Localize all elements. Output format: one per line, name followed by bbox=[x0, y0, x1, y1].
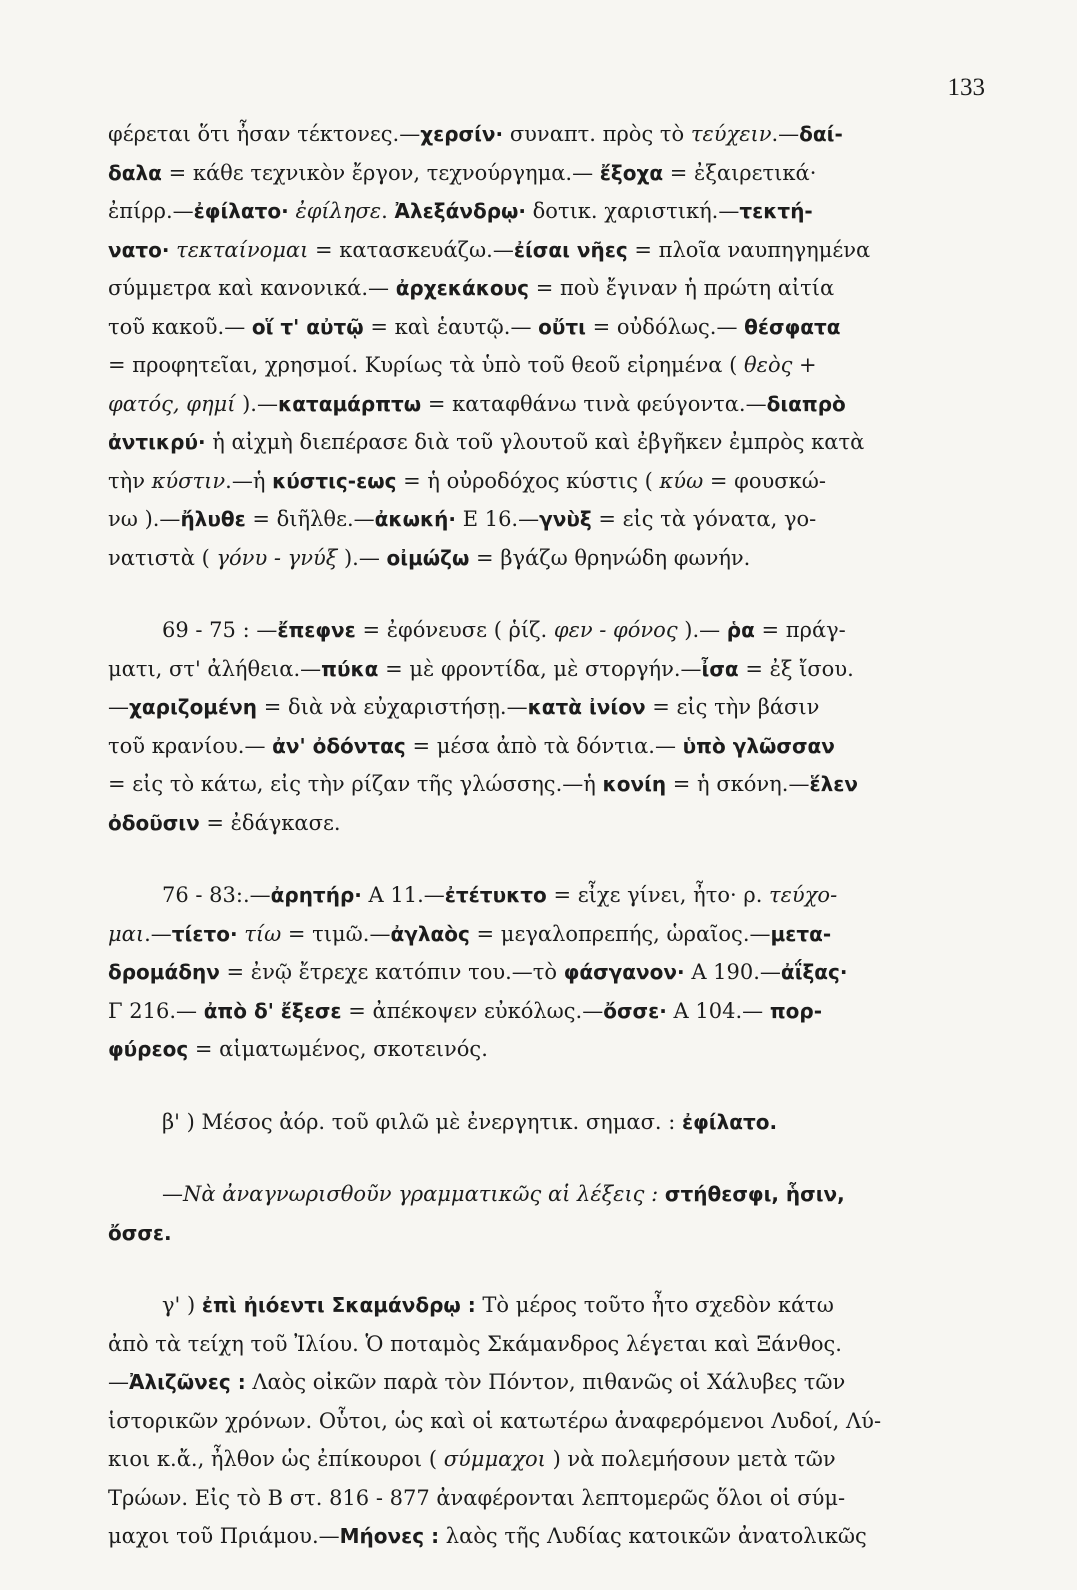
text-run: = προφητεῖαι, χρησμοί. Κυρίως τὰ ὑπὸ τοῦ θεοῦ εἰρημένα ( bbox=[108, 353, 745, 377]
headword: ἀν' ὀδόντας bbox=[272, 733, 406, 758]
headword: ἔπεφνε bbox=[277, 618, 356, 642]
headword: κατὰ ἰνίον bbox=[527, 695, 646, 719]
headword: χερσίν· bbox=[420, 122, 504, 146]
italic-text: τίω bbox=[244, 921, 282, 946]
text-line bbox=[108, 1517, 972, 1556]
text-run: Α 104.— bbox=[666, 998, 770, 1023]
text-line bbox=[108, 611, 972, 650]
headword: ἀντικρύ· bbox=[108, 430, 206, 454]
headword: κονίη bbox=[602, 772, 667, 796]
headword: διαπρὸ bbox=[766, 391, 846, 416]
paragraph bbox=[108, 1286, 972, 1556]
italic-text: θεὸς + bbox=[744, 353, 817, 377]
text-run: = μεγαλοπρεπής, ὡραῖος.— bbox=[469, 921, 771, 946]
text-run: φέρεται ὅτι ἦσαν τέκτονες.— bbox=[108, 122, 421, 146]
text-run: = κατασκευάζω.— bbox=[308, 237, 514, 262]
text-run: = εἰς τὰ γόνατα, γο- bbox=[591, 507, 817, 531]
text-run: . bbox=[381, 199, 395, 223]
text-run: = τιμῶ.— bbox=[281, 921, 391, 946]
headword: θέσφατα bbox=[744, 314, 841, 339]
headword: ἀγλαὸς bbox=[390, 921, 470, 946]
headword: πορ- bbox=[769, 998, 822, 1023]
text-run bbox=[658, 1182, 665, 1206]
headword: πύκα bbox=[321, 656, 379, 681]
text-run: = πλοῖα ναυπηγημένα bbox=[627, 237, 871, 262]
text-line bbox=[108, 1103, 972, 1142]
text-run: δοτικ. χαριστική.— bbox=[525, 199, 740, 223]
headword: Μήονες : bbox=[339, 1524, 440, 1548]
text-run: Τὸ μέρος τοῦτο ἦτο σχεδὸν κάτω bbox=[475, 1293, 834, 1317]
text-run: σύμμετρα καὶ κανονικά.— bbox=[108, 276, 396, 300]
headword: καταμάρπτω bbox=[277, 391, 422, 416]
text-run: = ἡ σκόνη.— bbox=[666, 772, 810, 796]
text-run: Γ 216.— bbox=[108, 998, 204, 1023]
text-line bbox=[108, 115, 972, 154]
text-run: ) νὰ πολεμήσουν μετὰ τῶν bbox=[545, 1447, 836, 1471]
headword: οὔτι bbox=[538, 314, 586, 339]
headword: χαριζομένη bbox=[129, 695, 258, 719]
text-run: Α 11.— bbox=[361, 883, 445, 907]
text-run: τοῦ κακοῦ.— bbox=[108, 314, 252, 339]
headword: ῥα bbox=[726, 618, 755, 642]
text-run: — bbox=[108, 1370, 129, 1394]
paragraph bbox=[108, 115, 972, 577]
text-run: = φουσκώ- bbox=[703, 468, 826, 493]
headword: μετα- bbox=[770, 921, 832, 946]
text-line bbox=[108, 953, 972, 992]
text-run: Λαὸς οἰκῶν παρὰ τὸν Πόντον, πιθανῶς οἱ Χάλυβες τῶν bbox=[245, 1370, 846, 1394]
text-run: ἀπὸ τὰ τείχη τοῦ Ἰλίου. Ὁ ποταμὸς Σκάμανδρος λέγεται καὶ Ξάνθος. bbox=[108, 1331, 842, 1356]
text-run: συναπτ. πρὸς τὸ bbox=[503, 122, 691, 146]
headword: οἵ τ' αὐτῷ bbox=[251, 314, 364, 339]
italic-text: ἐφίλησε bbox=[295, 199, 382, 223]
text-line bbox=[108, 154, 972, 193]
text-run: = καὶ ἑαυτῷ.— bbox=[363, 314, 539, 339]
headword: ἀκωκή· bbox=[374, 507, 457, 531]
text-line bbox=[108, 1479, 972, 1518]
text-line bbox=[108, 876, 972, 915]
headword: δαί- bbox=[799, 122, 843, 146]
text-line bbox=[108, 650, 972, 689]
headword: ἔξοχα bbox=[599, 160, 664, 185]
text-line bbox=[108, 231, 972, 270]
text-run: = εἰς τὴν βάσιν bbox=[645, 695, 820, 719]
text-run: 76 - 83:.— bbox=[162, 883, 271, 907]
italic-text: τεύχο- bbox=[769, 883, 838, 907]
text-run: Α 190.— bbox=[684, 960, 781, 984]
text-run: = εἶχε γίνει, ἦτο· ρ. bbox=[546, 883, 770, 907]
text-run: τοῦ κρανίου.— bbox=[108, 733, 273, 758]
text-run: = ἐφόνευσε ( ῥίζ. bbox=[355, 618, 554, 642]
text-run: = μὲ φροντίδα, μὲ στοργήν.— bbox=[378, 656, 702, 681]
headword: Ἀλιζῶνες : bbox=[129, 1370, 246, 1394]
text-run: νω ).— bbox=[108, 507, 181, 531]
text-run: = κάθε τεχνικὸν ἔργον, τεχνούργημα.— bbox=[161, 160, 600, 185]
text-line bbox=[108, 423, 972, 462]
headword: νατο· bbox=[108, 237, 170, 262]
text-run: = ποὺ ἔγιναν ἡ πρώτη αἰτία bbox=[529, 276, 835, 300]
text-run: νατιστὰ ( bbox=[108, 545, 217, 570]
text-run: ).— bbox=[677, 618, 727, 642]
text-line bbox=[108, 308, 972, 347]
text-run: τὴν bbox=[108, 468, 152, 493]
headword: ἐίσαι νῆες bbox=[513, 237, 628, 262]
text-line bbox=[108, 1175, 972, 1214]
text-run: = διῆλθε.— bbox=[245, 507, 375, 531]
text-run: .— bbox=[144, 921, 172, 946]
text-run: ἱστορικῶν χρόνων. Οὗτοι, ὡς καὶ οἱ κατωτέρω ἀναφερόμενοι Λυδοί, Λύ- bbox=[108, 1408, 882, 1433]
text-run: = διὰ νὰ εὐχαριστήσῃ.— bbox=[257, 695, 528, 719]
text-run: ἡ αἰχμὴ διεπέρασε διὰ τοῦ γλουτοῦ καὶ ἐβγῆκεν ἐμπρὸς κατὰ bbox=[205, 430, 865, 454]
headword: ὄσσε. bbox=[108, 1220, 172, 1245]
text-run: = καταφθάνω τινὰ φεύγοντα.— bbox=[421, 391, 767, 416]
text-line bbox=[108, 1214, 972, 1253]
text-run: = ἐνῷ ἔτρεχε κατόπιν του.—τὸ bbox=[219, 960, 564, 984]
text-run: ματι, στ' ἀλήθεια.— bbox=[108, 656, 322, 681]
italic-text: γόνυ - γνύξ bbox=[216, 545, 338, 570]
headword: ἶσα bbox=[701, 656, 739, 681]
text-run: ).— bbox=[235, 391, 278, 416]
headword: ὑπὸ γλῶσσαν bbox=[682, 733, 835, 758]
headword: οἰμώζω bbox=[386, 545, 470, 570]
text-line bbox=[108, 915, 972, 954]
headword: τίετο· bbox=[171, 921, 238, 946]
commentary-text bbox=[108, 115, 972, 1590]
text-run: = ἐξ ἴσου. bbox=[738, 656, 854, 681]
italic-text: φατός, φημί bbox=[108, 391, 236, 416]
text-line bbox=[108, 765, 972, 804]
text-line bbox=[108, 688, 972, 727]
text-line bbox=[108, 1440, 972, 1479]
headword: ὄσσε· bbox=[603, 998, 667, 1023]
text-line bbox=[108, 346, 972, 385]
headword: ἀρητήρ· bbox=[270, 883, 362, 907]
headword: ἐτέτυκτο bbox=[444, 883, 547, 907]
headword: φάσγανον· bbox=[563, 960, 685, 984]
paragraph bbox=[108, 876, 972, 1069]
page-number: 133 bbox=[947, 74, 985, 101]
text-run: ).— bbox=[337, 545, 387, 570]
italic-text: κύω bbox=[659, 468, 704, 493]
headword: γνὺξ bbox=[539, 507, 592, 531]
text-run: = οὐδόλως.— bbox=[585, 314, 745, 339]
text-line bbox=[108, 1363, 972, 1402]
text-run: κιοι κ.ἄ., ἦλθον ὡς ἐπίκουροι ( bbox=[108, 1447, 444, 1471]
text-run: μαχοι τοῦ Πριάμου.— bbox=[108, 1524, 340, 1548]
text-run: = ἡ οὐροδόχος κύστις ( bbox=[396, 468, 660, 493]
text-line bbox=[108, 462, 972, 501]
headword: ἤλυθε bbox=[180, 507, 246, 531]
italic-text: τεύχειν bbox=[690, 122, 772, 146]
text-run: = αἱματωμένος, σκοτεινός. bbox=[188, 1037, 488, 1061]
headword: ἐφίλατο. bbox=[682, 1109, 778, 1134]
headword: Ἀλεξάνδρῳ· bbox=[394, 199, 526, 223]
text-run: 69 - 75 : — bbox=[162, 618, 278, 642]
text-run: = βγάζω θρηνώδη φωνήν. bbox=[469, 545, 751, 570]
text-line bbox=[108, 385, 972, 424]
italic-text: μαι bbox=[108, 921, 145, 946]
italic-text: τεκταίνομαι bbox=[176, 237, 309, 262]
headword: ἐπὶ ἠιόεντι Σκαμάνδρῳ : bbox=[201, 1293, 476, 1317]
headword: τεκτή- bbox=[739, 199, 813, 223]
headword: ἀπὸ δ' ἔξεσε bbox=[203, 998, 342, 1023]
text-run: .— bbox=[771, 122, 800, 146]
italic-text: Νὰ ἀναγνωρισθοῦν γραμματικῶς αἱ λέξεις : bbox=[183, 1182, 659, 1206]
text-run: — bbox=[162, 1182, 183, 1206]
text-run: ἐπίρρ.— bbox=[108, 199, 194, 223]
text-run: = πράγ- bbox=[754, 618, 846, 642]
headword: ὀδοῦσιν bbox=[108, 810, 200, 835]
paragraph bbox=[108, 611, 972, 842]
text-run: Ε 16.— bbox=[456, 507, 540, 531]
text-run: = εἰς τὸ κάτω, εἰς τὴν ρίζαν τῆς γλώσσης.—ἡ bbox=[108, 772, 603, 796]
italic-text: κύστιν bbox=[151, 468, 226, 493]
text-line bbox=[108, 804, 972, 843]
text-run: = μέσα ἀπὸ τὰ δόντια.— bbox=[405, 733, 683, 758]
text-line bbox=[108, 992, 972, 1031]
text-run: β' ) Μέσος ἀόρ. τοῦ φιλῶ μὲ ἐνεργητικ. σημασ. : bbox=[162, 1109, 683, 1134]
text-line bbox=[108, 500, 972, 539]
headword: δρομάδην bbox=[108, 960, 220, 984]
text-line bbox=[108, 539, 972, 578]
text-line bbox=[108, 1402, 972, 1441]
headword: δαλα bbox=[108, 160, 162, 185]
text-line bbox=[108, 269, 972, 308]
headword: κύστις-εως bbox=[272, 468, 397, 493]
headword: ἐφίλατο· bbox=[193, 199, 289, 223]
paragraph bbox=[108, 1175, 972, 1252]
text-run: — bbox=[108, 695, 129, 719]
headword: ἀΐξας· bbox=[780, 960, 848, 984]
italic-text: σύμμαχοι bbox=[443, 1447, 546, 1471]
text-line bbox=[108, 192, 972, 231]
text-run: γ' ) bbox=[162, 1293, 202, 1317]
italic-text: φεν - φόνος bbox=[553, 618, 678, 642]
text-run: .—ἡ bbox=[225, 468, 273, 493]
text-line bbox=[108, 727, 972, 766]
text-run: = ἐξαιρετικά· bbox=[663, 160, 817, 185]
headword: ἀρχεκάκους bbox=[395, 276, 530, 300]
text-run: = ἀπέκοψεν εὐκόλως.— bbox=[341, 998, 604, 1023]
text-run: λαὸς τῆς Λυδίας κατοικῶν ἀνατολικῶς bbox=[439, 1524, 867, 1548]
paragraph bbox=[108, 1103, 972, 1142]
headword: ἕλεν bbox=[809, 772, 858, 796]
text-run: Τρώων. Εἰς τὸ Β στ. 816 - 877 ἀναφέρονται λεπτομερῶς ὅλοι οἱ σύμ- bbox=[108, 1485, 846, 1510]
text-line bbox=[108, 1030, 972, 1069]
headword: φύρεος bbox=[108, 1037, 189, 1061]
text-run: = ἐδάγκασε. bbox=[199, 810, 341, 835]
text-line bbox=[108, 1325, 972, 1364]
headword: στήθεσφι, ἧσιν, bbox=[664, 1182, 845, 1206]
text-line bbox=[108, 1286, 972, 1325]
